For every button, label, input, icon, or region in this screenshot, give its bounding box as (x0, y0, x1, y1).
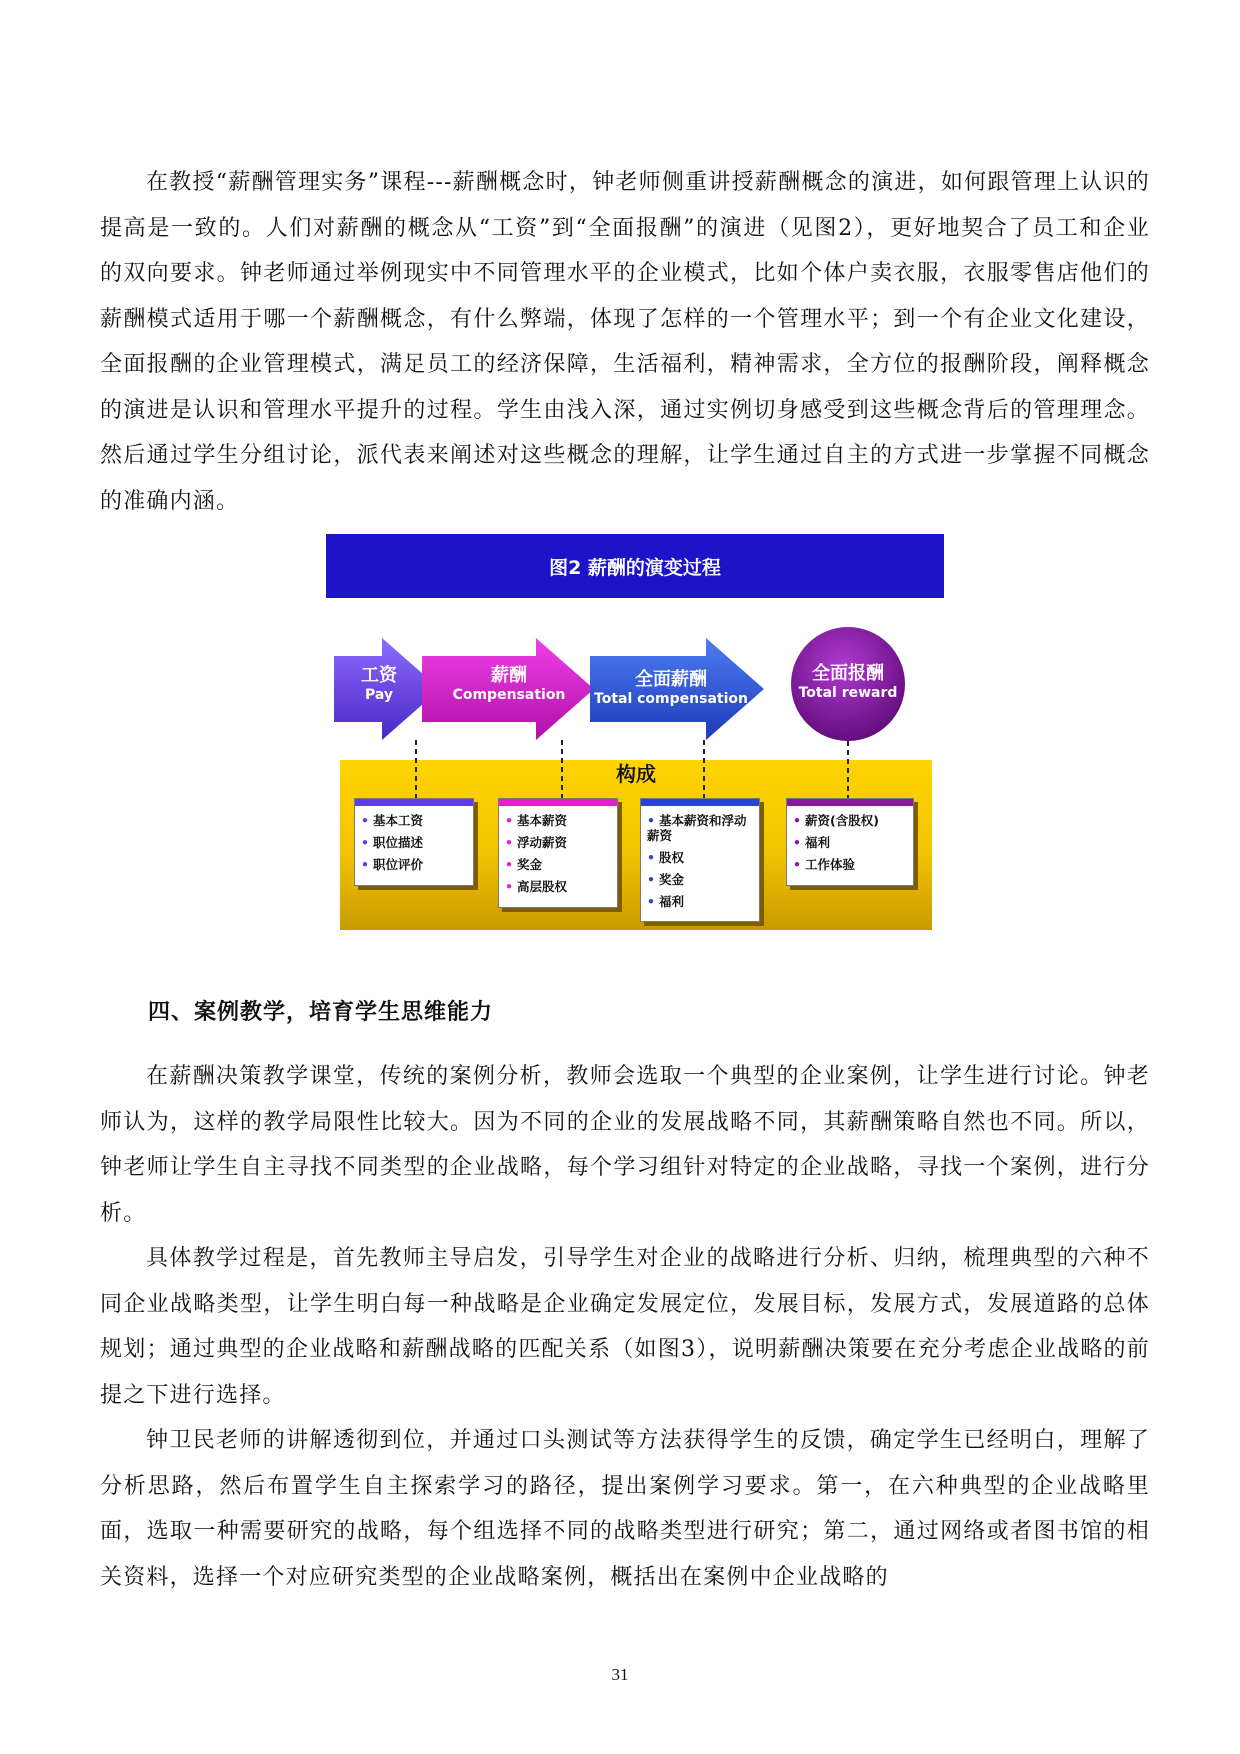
stage-pay-label: 工资 Pay (361, 665, 397, 703)
list-item: • 浮动薪资 (505, 835, 568, 850)
composition-box-total-reward (786, 798, 914, 886)
list-item: • 福利 (647, 894, 685, 909)
stage-total-reward-label: 全面报酬 Total reward (798, 663, 898, 701)
list-item: • 福利 (793, 835, 831, 850)
list-item: • 工作体验 (793, 857, 856, 872)
page-number: 31 (611, 1665, 629, 1684)
stage-compensation-label: 薪酬 Compensation (452, 665, 566, 703)
paragraph-teacher-explanation: 钟卫民老师的讲解透彻到位，并通过口头测试等方法获得学生的反馈，确定学生已经明白，理解了分析思路，然后布置学生自主探索学习的路径，提出案例学习要求。第一，在六种典型的企业战略里面，选取一种需要研究的战略，每个组选择不同的战略类型进行研究；第二，通过网络或者图书馆的相关资料，选择一个对应研究类型的企业战略案例，概括出在案例中企业战略的 (100, 1428, 1150, 1590)
list-item: • 基本工资 (361, 813, 424, 828)
composition-label: 构成 (616, 762, 656, 786)
list-item: • 薪资(含股权) (793, 813, 879, 828)
composition-box-total-compensation (640, 798, 760, 922)
section-heading: 四、案例教学，培育学生思维能力 (148, 1000, 494, 1025)
figure-title: 图2 薪酬的演变过程 (549, 556, 721, 579)
stage-total-compensation-label: 全面薪酬 Total compensation (594, 669, 748, 707)
figure-salary-evolution (326, 534, 944, 934)
composition-box-pay (354, 798, 474, 886)
paragraph-salary-concept: 在教授“薪酬管理实务”课程---薪酬概念时，钟老师侧重讲授薪酬概念的演进，如何跟管理上认识的提高是一致的。人们对薪酬的概念从“工资”到“全面报酬”的演进（见图2），更好地契合了员工和企业的双向要求。钟老师通过举例现实中不同管理水平的企业模式，比如个体户卖衣服，衣服零售店他们的薪酬模式适用于哪一个薪酬概念，有什么弊端，体现了怎样的一个管理水平；到一个有企业文化建设，全面报酬的企业管理模式，满足员工的经济保障，生活福利，精神需求，全方位的报酬阶段，阐释概念的演进是认识和管理水平提升的过程。学生由浅入深，通过实例切身感受到这些概念背后的管理理念。然后通过学生分组讨论，派代表来阐述对这些概念的理解，让学生通过自主的方式进一步掌握不同概念的准确内涵。 (100, 170, 1150, 514)
paragraph-case-teaching: 在薪酬决策教学课堂，传统的案例分析，教师会选取一个典型的企业案例，让学生进行讨论。钟老师认为，这样的教学局限性比较大。因为不同的企业的发展战略不同，其薪酬策略自然也不同。所以，钟老师让学生自主寻找不同类型的企业战略，每个学习组针对特定的企业战略，寻找一个案例，进行分析。 (100, 1064, 1150, 1226)
list-item: • 高层股权 (505, 879, 568, 894)
list-item: • 职位描述 (361, 835, 424, 850)
list-item: • 基本薪资和浮动薪资 (647, 813, 747, 843)
list-item: • 基本薪资 (505, 813, 568, 828)
paragraph-teaching-process: 具体教学过程是，首先教师主导启发，引导学生对企业的战略进行分析、归纳，梳理典型的六种不同企业战略类型，让学生明白每一种战略是企业确定发展定位，发展目标，发展方式，发展道路的总体规划；通过典型的企业战略和薪酬战略的匹配关系（如图3），说明薪酬决策要在充分考虑企业战略的前提之下进行选择。 (100, 1246, 1150, 1408)
list-item: • 奖金 (505, 857, 543, 872)
composition-box-compensation (498, 798, 618, 908)
list-item: • 股权 (647, 850, 685, 865)
list-item: • 奖金 (647, 872, 685, 887)
list-item: • 职位评价 (361, 857, 424, 872)
